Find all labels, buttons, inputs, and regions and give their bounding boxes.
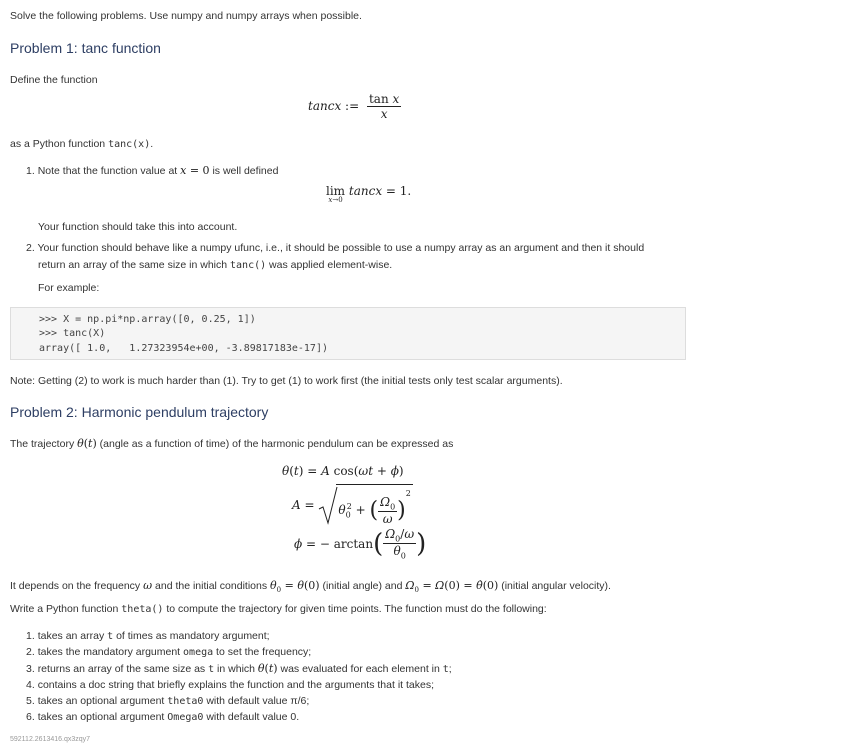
- write-function-text: Write a Python function theta() to compute the trajectory for given time points. The function must do the following:: [10, 603, 547, 615]
- sqrt-sign: [318, 485, 338, 525]
- footer-id: 592112.2613416.qx3zqy7: [10, 736, 91, 743]
- for-example-text: For example:: [38, 282, 100, 294]
- problem2-item-5: 5. takes an optional argument theta0 with default value π/6;: [26, 695, 310, 707]
- amplitude-equation: $A = \theta_0^2$ + ( $\frac{\Omega_0}{\omega}$ )$^2$: [292, 484, 413, 526]
- limit-formula: lim x→0 tancx = 1.: [326, 184, 412, 204]
- theta-equation: θ(t) = A cos(ωt + ϕ): [282, 464, 404, 478]
- problem2-item-6: 6. takes an optional argument Omega0 with default value 0.: [26, 711, 300, 723]
- code-line: array([ 1.0, 1.27323954e+00, -3.89817183e-17]): [39, 343, 328, 354]
- code-example-box: [10, 307, 686, 360]
- intro-text: Solve the following problems. Use numpy and numpy arrays when possible.: [10, 10, 362, 22]
- problem2-item-2: 2. takes the mandatory argument omega to set the frequency;: [26, 646, 312, 658]
- phase-equation: ϕ = − arctan( $\frac{\Omega_0/\omega}{\theta_0}$ ): [294, 527, 427, 561]
- note-text: Note: Getting (2) to work is much harder than (1). Try to get (1) to work first (the initial tests only test scalar arguments).: [10, 375, 563, 387]
- problem1-title: Problem 1: tanc function: [10, 40, 161, 56]
- problem1-item-2: 2. Your function should behave like a numpy ufunc, i.e., it should be possible to use a numpy array as an argument and then it should: [26, 242, 645, 254]
- define-text: Define the function: [10, 74, 98, 86]
- code-line: >>> X = np.pi*np.array([0, 0.25, 1]): [39, 314, 256, 325]
- as-python-text: as a Python function tanc(x).: [10, 138, 154, 150]
- problem2-item-1: 1. takes an array t of times as mandatory argument;: [26, 630, 270, 642]
- code-line: >>> tanc(X): [39, 328, 106, 339]
- problem1-item-1: 1. Note that the function value at x = 0 is well defined: [26, 164, 279, 177]
- trajectory-text: The trajectory θ(t) (angle as a function of time) of the harmonic pendulum can be expressed as: [10, 437, 454, 450]
- problem2-item-3: 3. returns an array of the same size as t in which θ(t) was evaluated for each element in t;: [26, 662, 452, 675]
- tanc-code: tanc(x): [108, 139, 151, 150]
- problem2-item-4: 4. contains a doc string that briefly explains the function and the arguments that it takes;: [26, 679, 435, 691]
- problem2-title: Problem 2: Harmonic pendulum trajectory: [10, 404, 269, 420]
- problem1-item-2-line2: return an array of the same size in which tanc() was applied element-wise.: [38, 259, 393, 271]
- tanc-definition: tancx := $\frac{\text{tan x}}{x}$: [308, 92, 400, 121]
- depends-text: It depends on the frequency ω and the initial conditions $\theta_0 = \theta(0)$ (initial angle) and $\Omega_0 = \Omega(0)$ = θ̇(0) (initial angular velocity).: [10, 579, 611, 595]
- item1-after-text: Your function should take this into account.: [38, 221, 238, 233]
